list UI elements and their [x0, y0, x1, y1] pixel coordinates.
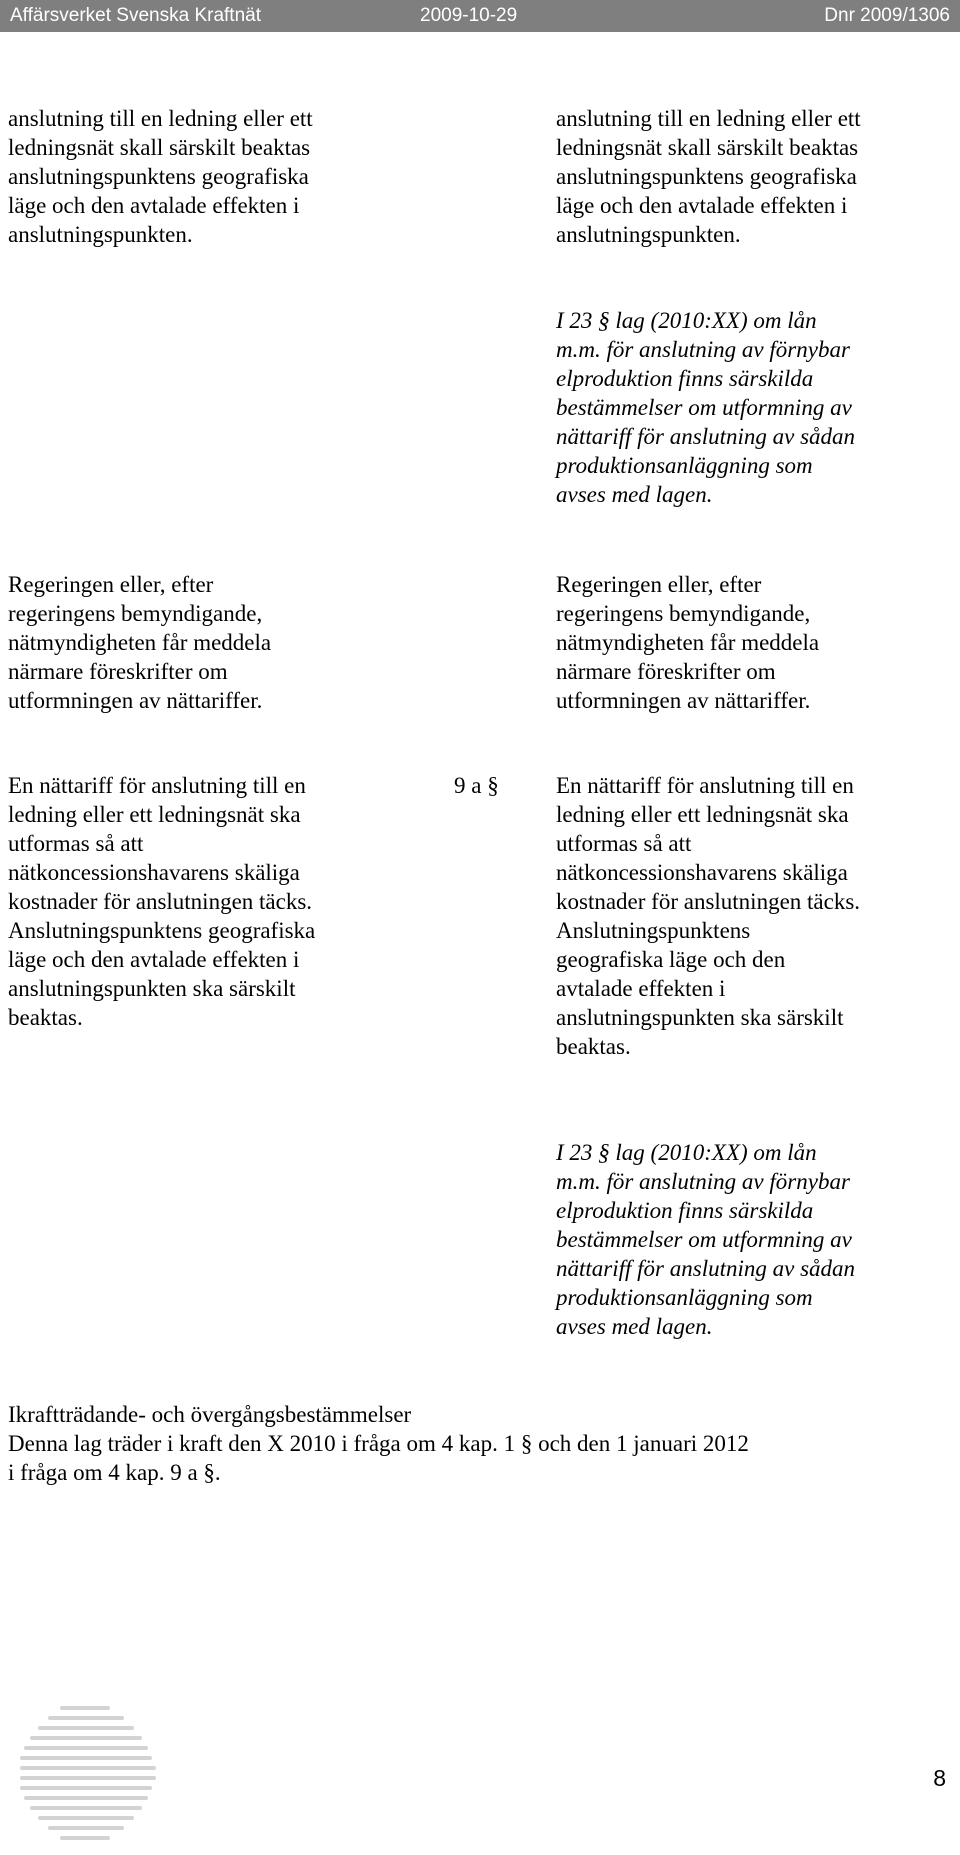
- text-line: anslutning till en ledning eller ett: [556, 106, 861, 131]
- text-line: ledningsnät skall särskilt beaktas: [556, 135, 859, 160]
- text-line: I 23 § lag (2010:XX) om lån: [556, 308, 817, 333]
- text-line: geografiska läge och den: [556, 947, 786, 972]
- text-line: anslutningspunktens geografiska: [8, 164, 309, 189]
- text-line: läge och den avtalade effekten i: [556, 193, 848, 218]
- transitional-provisions: [8, 1400, 948, 1487]
- text-line: närmare föreskrifter om: [556, 659, 776, 684]
- text-line: i fråga om 4 kap. 9 a §.: [8, 1460, 221, 1485]
- text-line: produktionsanläggning som: [556, 1285, 813, 1310]
- left-paragraph-2: [8, 570, 408, 715]
- text-line: Regeringen eller, efter: [556, 572, 762, 597]
- text-line: anslutningspunkten.: [556, 222, 741, 247]
- header-date: 2009-10-29: [420, 5, 518, 26]
- page-number: 8: [933, 1765, 946, 1791]
- text-line: nätkoncessionshavarens skäliga: [8, 860, 300, 885]
- text-line: Anslutningspunktens: [556, 918, 751, 943]
- right-italic-note-2: [556, 1138, 956, 1341]
- text-line: elproduktion finns särskilda: [556, 366, 814, 391]
- text-line: ledningsnät skall särskilt beaktas: [8, 135, 311, 160]
- text-line: anslutningspunktens geografiska: [556, 164, 857, 189]
- text-line: En nättariff för anslutning till en: [8, 773, 306, 798]
- text-line: anslutningspunkten ska särskilt: [8, 976, 296, 1001]
- text-line: m.m. för anslutning av förnybar: [556, 337, 850, 362]
- text-line: Regeringen eller, efter: [8, 572, 214, 597]
- page-header: [0, 0, 960, 32]
- text-line: anslutning till en ledning eller ett: [8, 106, 313, 131]
- text-line: närmare föreskrifter om: [8, 659, 228, 684]
- text-line: utformningen av nättariffer.: [8, 688, 263, 713]
- text-line: beaktas.: [8, 1005, 83, 1030]
- text-line: avtalade effekten i: [556, 976, 726, 1001]
- text-line: nättariff för anslutning av sådan: [556, 424, 856, 449]
- right-paragraph-3: [556, 771, 956, 1061]
- text-line: Anslutningspunktens geografiska: [8, 918, 316, 943]
- text-line: avses med lagen.: [556, 482, 713, 507]
- text-line: kostnader för anslutningen täcks.: [556, 889, 861, 914]
- text-line: I 23 § lag (2010:XX) om lån: [556, 1140, 817, 1165]
- header-organization: Affärsverket Svenska Kraftnät: [10, 5, 261, 26]
- left-paragraph-3: [8, 771, 408, 1032]
- transitional-heading: Ikraftträdande- och övergångsbestämmelser: [8, 1402, 412, 1427]
- text-line: regeringens bemyndigande,: [8, 601, 263, 626]
- text-line: m.m. för anslutning av förnybar: [556, 1169, 850, 1194]
- right-italic-note-1: [556, 306, 956, 509]
- text-line: nätmyndigheten får meddela: [8, 630, 272, 655]
- text-line: ledning eller ett ledningsnät ska: [8, 802, 301, 827]
- text-line: kostnader för anslutningen täcks.: [8, 889, 313, 914]
- right-paragraph-1: [556, 104, 956, 249]
- text-line: nätkoncessionshavarens skäliga: [556, 860, 848, 885]
- text-line: En nättariff för anslutning till en: [556, 773, 854, 798]
- text-line: avses med lagen.: [556, 1314, 713, 1339]
- text-line: ledning eller ett ledningsnät ska: [556, 802, 849, 827]
- right-paragraph-2: [556, 570, 956, 715]
- text-line: bestämmelser om utformning av: [556, 1227, 852, 1252]
- text-line: läge och den avtalade effekten i: [8, 193, 300, 218]
- text-line: anslutningspunkten ska särskilt: [556, 1005, 844, 1030]
- text-line: regeringens bemyndigande,: [556, 601, 811, 626]
- left-paragraph-1: [8, 104, 408, 249]
- text-line: utformas så att: [8, 831, 144, 856]
- text-line: nätmyndigheten får meddela: [556, 630, 820, 655]
- text-line: läge och den avtalade effekten i: [8, 947, 300, 972]
- logo-icon: [20, 1700, 160, 1850]
- section-label: 9 a §: [454, 773, 499, 798]
- text-line: utformas så att: [556, 831, 692, 856]
- text-line: anslutningspunkten.: [8, 222, 193, 247]
- text-line: elproduktion finns särskilda: [556, 1198, 814, 1223]
- text-line: Denna lag träder i kraft den X 2010 i fråga om 4 kap. 1 § och den 1 januari 2012: [8, 1431, 749, 1456]
- header-reference: Dnr 2009/1306: [824, 5, 950, 26]
- text-line: utformningen av nättariffer.: [556, 688, 811, 713]
- text-line: nättariff för anslutning av sådan: [556, 1256, 856, 1281]
- text-line: produktionsanläggning som: [556, 453, 813, 478]
- text-line: bestämmelser om utformning av: [556, 395, 852, 420]
- text-line: beaktas.: [556, 1034, 631, 1059]
